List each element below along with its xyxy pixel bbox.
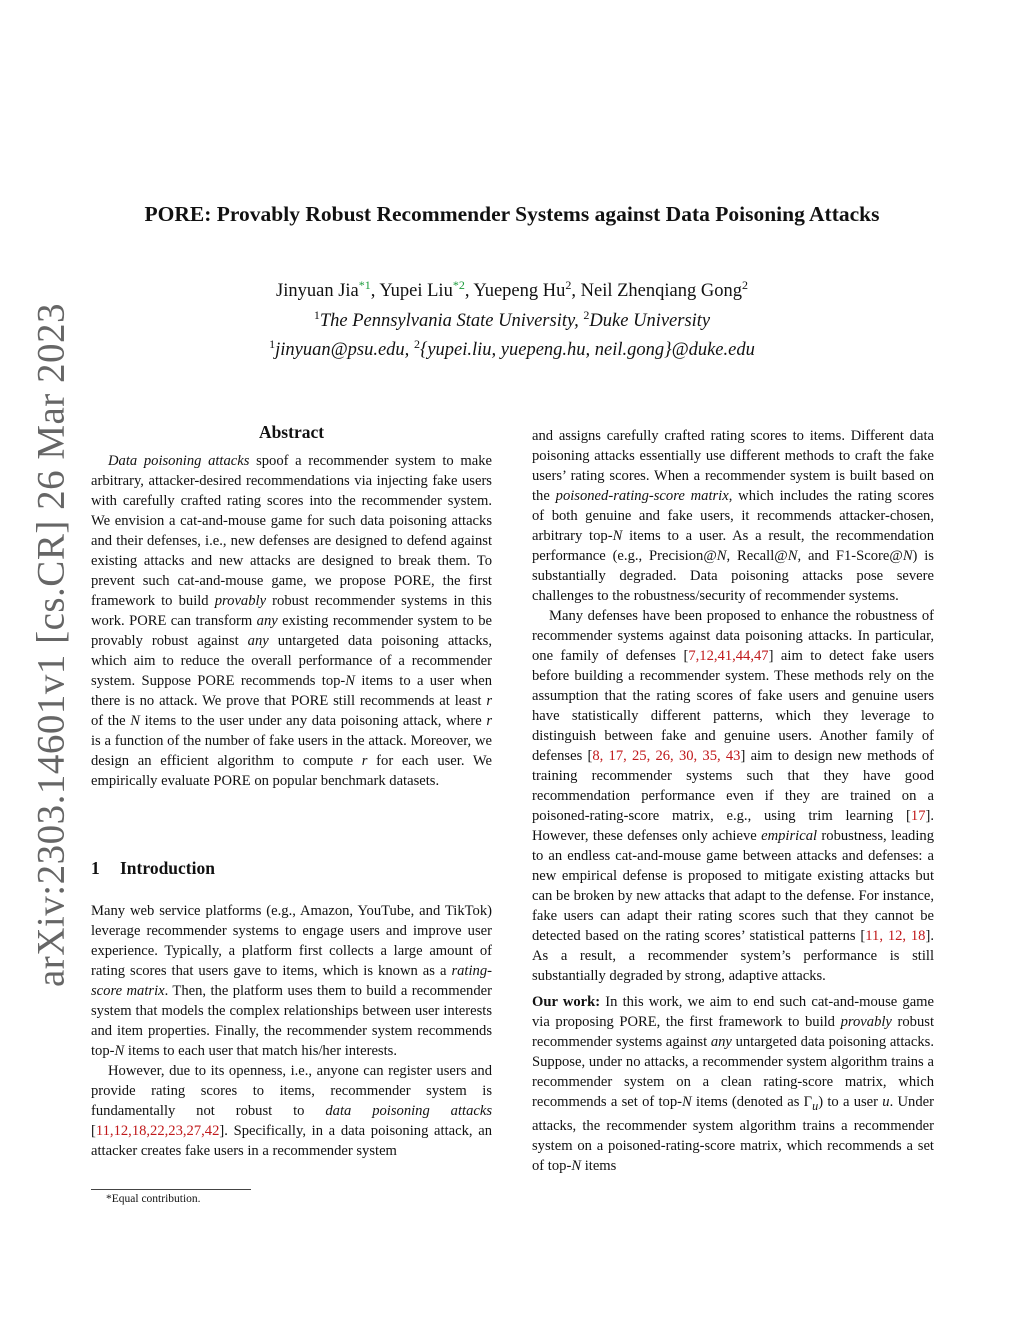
text: untargeted data poisoning attacks. Suppose, under no attacks, a recommender system algorithm trains a recommender system on a clean rating-score matrix, which recommends a set of top- (532, 1034, 934, 1110)
text: However, due to its openness, i.e., anyone can register users and provide rating scores to items, recommender system is fundamentally not robust to (91, 1063, 492, 1119)
right-column-body (532, 426, 934, 1176)
text: . Then, the platform uses them to build a recommender system that models the complex relationships between user interests and item properties. Finally, the recommender system recommends top- (91, 983, 492, 1059)
author-mark: *1 (358, 278, 371, 292)
text: ) is substantially degraded. Data poisoning attacks pose severe challenges to the robustness/security of recommender systems. (532, 548, 934, 604)
text: ]. As a result, a recommender system’s performance is still substantially degraded by strong, adaptive attacks. (532, 928, 934, 984)
text: poisoned-rating-score matrix (555, 488, 729, 504)
text: any (247, 633, 269, 649)
text: r (486, 693, 492, 709)
text: provably (214, 593, 267, 609)
text: any (710, 1034, 732, 1050)
citation-link[interactable]: 11, 12, 18 (865, 928, 926, 944)
emails (0, 333, 1024, 363)
text: N (114, 1043, 125, 1059)
author-name: Jinyuan Jia (276, 281, 359, 302)
text: items to the user under any data poisoning attack, where (139, 713, 487, 729)
text: ]. However, these defenses only achieve (532, 808, 934, 844)
paper-title: PORE: Provably Robust Recommender Systems against Data Poisoning Attacks (144, 202, 880, 226)
paragraph (91, 1061, 492, 1161)
text: Data poisoning attacks (108, 453, 250, 469)
text: N (612, 528, 623, 544)
text: for each user. We empirically evaluate PORE on popular benchmark datasets. (91, 753, 492, 789)
text: is a function of the number of fake users in the attack. Moreover, we design an efficient algorithm to compute (91, 733, 492, 769)
text: ] aim to design new methods of training recommender systems such that they have good recommendation performance even if they are trained on a poisoned-rating-score matrix, e.g., using trim learning [ (532, 748, 934, 824)
email: {yupei.liu, yuepeng.hu, neil.gong}@duke.edu (419, 340, 755, 361)
paragraph (532, 992, 934, 1176)
author-name: Neil Zhenqiang Gong (580, 281, 742, 302)
affiliation-mark: 2 (583, 307, 590, 322)
text: N (902, 548, 913, 564)
text: untargeted data poisoning attacks, which aim to reduce the overall performance of a recommender system. Suppose PORE recommends top- (91, 633, 492, 689)
author-mark: 2 (741, 278, 748, 292)
section-number: 1 (91, 858, 100, 878)
author-mark: 2 (565, 278, 572, 292)
text: empirical (761, 828, 818, 844)
affiliation: The Pennsylvania State University, (319, 310, 579, 331)
text: N (716, 548, 727, 564)
citation-link[interactable]: 7,12,41,44,47 (688, 648, 769, 664)
abstract-paragraph (91, 451, 492, 791)
introduction-body (91, 901, 492, 1161)
text: provably (840, 1014, 892, 1030)
text: rating-score matrix (91, 963, 492, 999)
section-title: Introduction (120, 858, 215, 878)
footnote-rule (91, 1189, 251, 1190)
citation-link[interactable]: 8, 17, 25, 26, 30, 35, 43 (592, 748, 741, 764)
email: jinyuan@psu.edu, (275, 340, 410, 361)
text: , and F1-Score@ (797, 548, 903, 564)
text: items to each user that match his/her interests. (124, 1043, 397, 1059)
text: and assigns carefully crafted rating scores to items. Different data poisoning attacks essentially use different methods to craft the fake users’ rating scores. When a recommender system is built based on the (532, 428, 934, 504)
text: u (812, 1098, 819, 1113)
text: N (130, 713, 140, 729)
affiliation: Duke University (589, 310, 711, 331)
text: r (361, 753, 368, 769)
text: u (882, 1094, 890, 1110)
text: In this work, we aim to end such cat-and-mouse game via proposing PORE, the first framework to build (532, 994, 935, 1030)
email-mark: 1 (269, 337, 276, 352)
text: N (345, 673, 356, 689)
text: N (682, 1094, 692, 1110)
section-heading (91, 858, 215, 879)
text: items to a user. As a result, the recommendation performance (e.g., Precision@ (532, 528, 934, 564)
text: ) to a user (818, 1094, 883, 1110)
text: Many defenses have been proposed to enhance the robustness of recommender systems against data poisoning attacks. In particular, one family of defenses [ (532, 608, 934, 664)
affiliation-mark: 1 (313, 307, 320, 322)
paragraph (532, 426, 934, 606)
text: [ (91, 1123, 96, 1139)
text: . Under attacks, the recommender system algorithm trains a recommender system on a poisoned-rating-score matrix, which recommends a set of top- (532, 1094, 934, 1174)
text: robust recommender systems in this work. PORE can transform (91, 593, 492, 629)
arxiv-identifier: arXiv:2303.14601v1 [cs.CR] 26 Mar 2023 (29, 302, 73, 988)
text: of the (91, 713, 131, 729)
email-mark: 2 (413, 337, 420, 352)
text: items to a user when there is no attack. We prove that PORE still recommends at least (91, 673, 492, 709)
text: robustness, leading to an endless cat-and-mouse game between attacks and defenses: a new empirical defense is proposed to mitigate existing attacks but can be broken by new attacks that adapt to the defense. For instance, fake users can adapt their rating scores such that they cannot be detected based on the rating scores’ statistical patterns [ (532, 828, 934, 944)
author-name: Yuepeng Hu (473, 281, 566, 302)
citation-link[interactable]: 17 (910, 808, 926, 824)
abstract-heading: Abstract (258, 422, 325, 442)
text: existing recommender system to be provably robust against (91, 613, 493, 649)
author-names: Jinyuan Jia$^{*1}$, Yupei Liu$^{*2}$, Yuepeng Hu$^2$, Neil Zhenqiang Gong$^2$ (276, 278, 748, 302)
paragraph (532, 606, 934, 986)
paragraph (91, 901, 492, 1061)
text: robust recommender systems against (532, 1014, 934, 1050)
paragraph-lead: Our work: (532, 994, 601, 1010)
text: , Recall@ (726, 548, 788, 564)
text: , which includes the rating scores of both genuine and fake users, it recommends attacker-chosen, arbitrary top- (532, 488, 935, 544)
author-name: Yupei Liu (379, 281, 453, 302)
text: ]. Specifically, in a data poisoning attack, an attacker creates fake users in a recommender system (91, 1123, 492, 1159)
text: ] aim to detect fake users before building a recommender system. These methods rely on the assumption that the rating scores of fake users and genuine users have statistically different patterns, which they leverage to distinguish between fake and genuine users. Another family of defenses [ (532, 648, 934, 764)
footnote: *Equal contribution. (106, 1193, 201, 1205)
abstract-body (91, 451, 492, 791)
author-block (0, 274, 1024, 363)
author-mark: *2 (452, 278, 465, 292)
text: r (486, 713, 492, 729)
text: any (256, 613, 278, 629)
affiliations (0, 304, 1024, 334)
text: N (787, 548, 798, 564)
citation-link[interactable]: 11,12,18,22,23,27,42 (95, 1123, 220, 1139)
text: items (denoted as Γ (691, 1094, 813, 1110)
text: items (581, 1157, 617, 1174)
text: data poisoning attacks (325, 1103, 492, 1119)
text: N (571, 1157, 582, 1174)
text: spoof a recommender system to make arbitrary, attacker-desired recommendations via injecting fake users with carefully crafted rating scores into the recommender system. We envision a cat-and-mouse game for such data poisoning attacks and their defenses, i.e., new defenses are designed to defend against existing attacks and new attacks are designed to break them. To prevent such cat-and-mouse game, we propose PORE, the first framework to build (91, 453, 492, 609)
text: Many web service platforms (e.g., Amazon, YouTube, and TikTok) leverage recommender systems to engage users and improve user experience. Typically, a platform first collects a large amount of rating scores that users gave to items, which is known as a (91, 903, 492, 979)
